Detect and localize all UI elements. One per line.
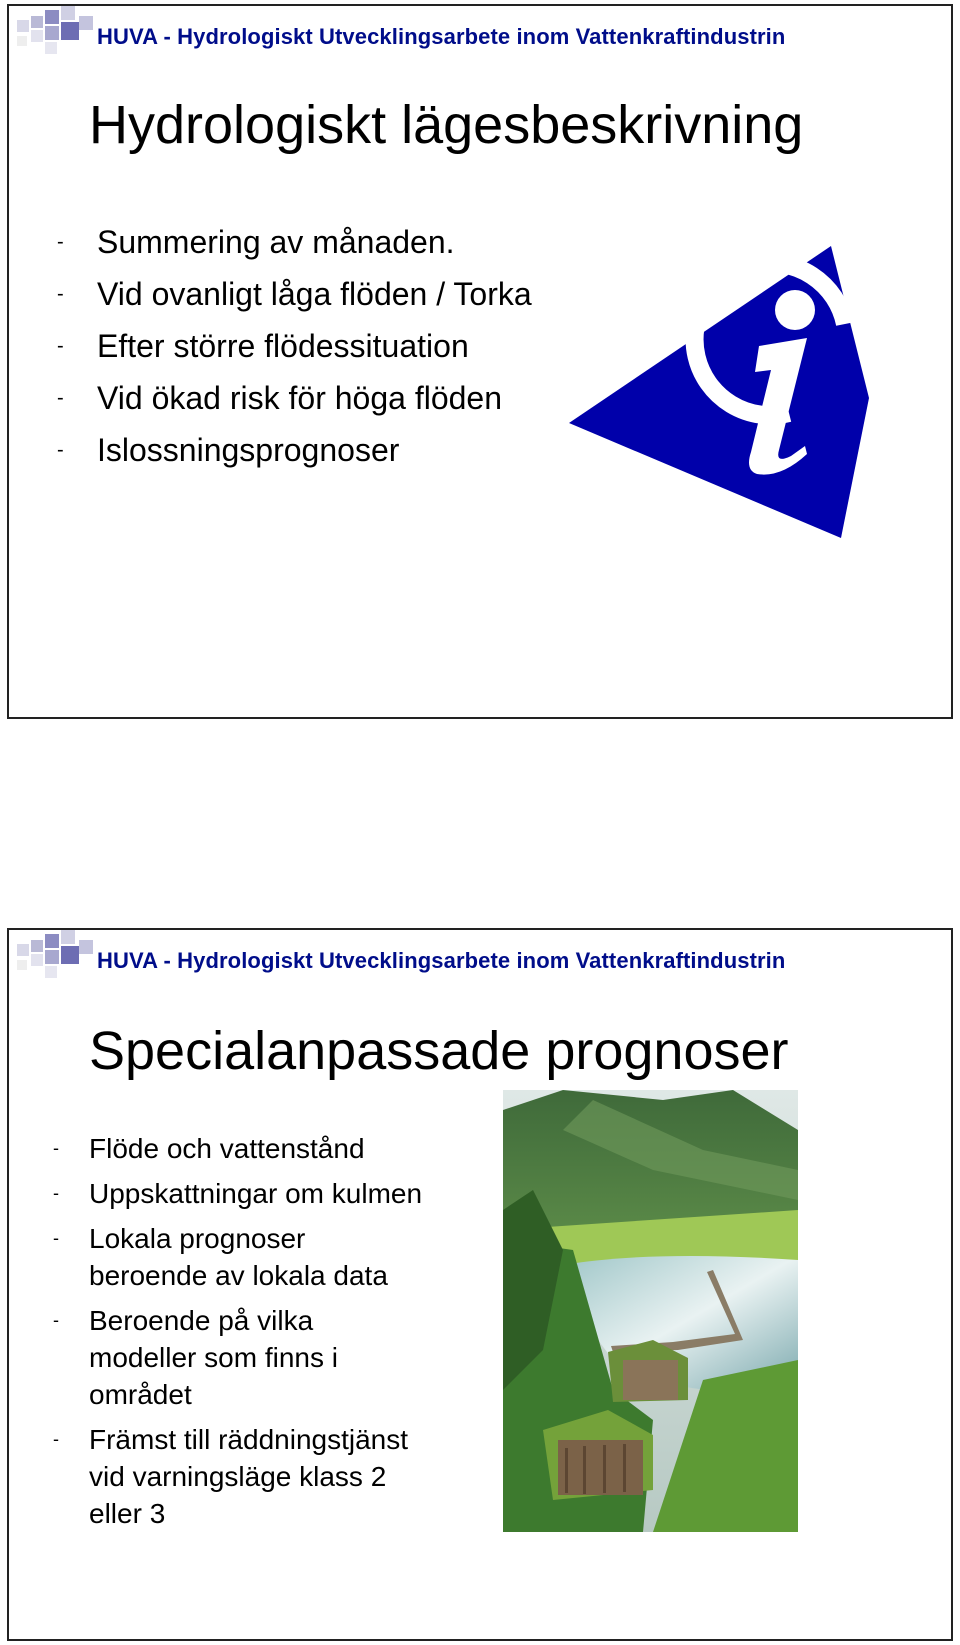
bullet-dash: -: [57, 439, 64, 461]
list-item: [53, 1175, 422, 1212]
bullet-text: Flöde och vattenstånd: [89, 1133, 365, 1164]
list-item: [53, 1302, 422, 1413]
bullet-dash: -: [57, 335, 64, 357]
header-title: HUVA - Hydrologiskt Utvecklingsarbete inom Vattenkraftindustrin: [97, 24, 786, 49]
bullet-dash: -: [53, 1138, 59, 1158]
bullet-list: [53, 1130, 422, 1540]
bullet-text: Vid ovanligt låga flöden / Torka: [97, 276, 532, 312]
bullet-text: Summering av månaden.: [97, 224, 455, 260]
bullet-text: Beroende på vilka modeller som finns i området: [89, 1305, 338, 1410]
list-item: [57, 216, 532, 268]
bullet-dash: -: [53, 1310, 59, 1330]
huva-logo-squares-icon: [17, 6, 97, 66]
bullet-dash: -: [53, 1429, 59, 1449]
info-icon: [569, 238, 869, 538]
slide-2: [7, 928, 953, 1641]
bullet-dash: -: [57, 231, 64, 253]
slide-title: Specialanpassade prognoser: [89, 1021, 789, 1081]
list-item: [53, 1130, 422, 1167]
slide-1: [7, 4, 953, 719]
list-item: [53, 1220, 422, 1294]
header-title: HUVA - Hydrologiskt Utvecklingsarbete inom Vattenkraftindustrin: [97, 948, 786, 973]
bullet-dash: -: [53, 1183, 59, 1203]
landscape-photo: [503, 1090, 798, 1532]
bullet-text: Vid ökad risk för höga flöden: [97, 380, 502, 416]
bullet-text: Islossningsprognoser: [97, 432, 400, 468]
bullet-text: Främst till räddningstjänst vid varningsläge klass 2 eller 3: [89, 1424, 409, 1529]
bullet-list: [57, 216, 532, 476]
huva-logo-squares-icon: [17, 930, 97, 990]
slide-title: Hydrologiskt lägesbeskrivning: [89, 95, 804, 155]
bullet-dash: -: [53, 1228, 59, 1248]
bullet-text: Uppskattningar om kulmen: [89, 1178, 423, 1209]
list-item: [57, 268, 532, 320]
list-item: [57, 320, 532, 372]
list-item: [57, 372, 532, 424]
list-item: [53, 1421, 422, 1532]
bullet-dash: -: [57, 387, 64, 409]
list-item: [57, 424, 532, 476]
bullet-text: Efter större flödessituation: [97, 328, 469, 364]
bullet-dash: -: [57, 283, 64, 305]
bullet-text: Lokala prognoser beroende av lokala data: [89, 1223, 388, 1291]
